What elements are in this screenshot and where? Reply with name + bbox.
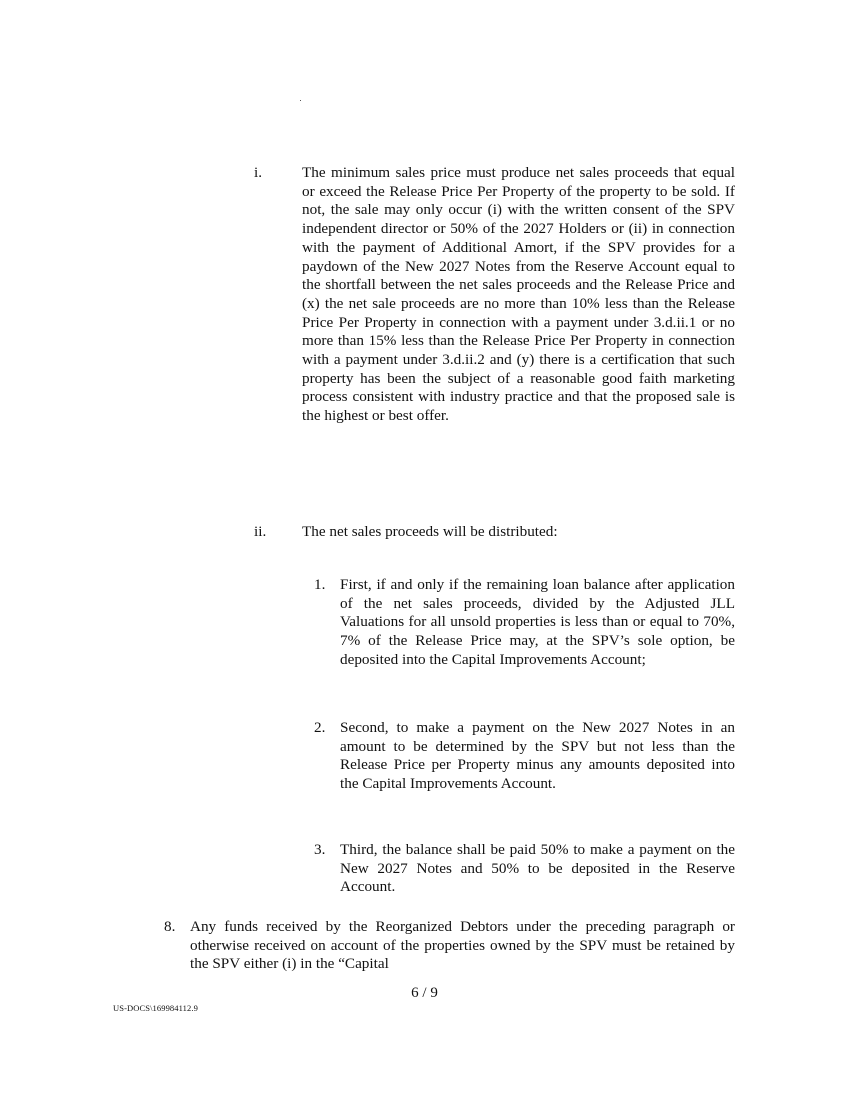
list-marker: 3.	[314, 841, 326, 858]
list-item-2	[314, 719, 735, 794]
list-marker: i.	[254, 164, 263, 181]
list-marker: 8.	[164, 918, 176, 935]
paragraph-text: Second, to make a payment on the New 2027 Notes in an amount to be determined by the SPV but not less than the Release Price per Property minus any amounts deposited into the Capital Improvements Account.	[340, 719, 735, 793]
paragraph-text: The minimum sales price must produce net sales proceeds that equal or exceed the Release Price Per Property of the property to be sold. If not, the sale may only occur (i) with the written consent of the SPV independent director or 50% of the 2027 Holders or (ii) in connection with the payment of Additional Amort, if the SPV provides for a paydown of the New 2027 Notes from the Reserve Account equal to the shortfall between the net sales proceeds and the Release Price and (x) the net sale proceeds are no more than 10% less than the Release Price Per Property in connection with a payment under 3.d.ii.1 or no more than 15% less than the Release Price Per Property in connection with a payment under 3.d.ii.2 and (y) there is a certification that such property has been the subject of a reasonable good faith marketing process consistent with industry practice and that the proposed sale is the highest or best offer.	[302, 164, 735, 425]
list-item-roman-i	[254, 164, 735, 426]
paragraph-text: Any funds received by the Reorganized Debtors under the preceding paragraph or otherwise received on account of the properties owned by the SPV must be retained by the SPV either (i) in the “Capital	[190, 918, 735, 973]
list-marker: ii.	[254, 523, 267, 540]
list-marker: 1.	[314, 576, 326, 593]
paragraph-text: The net sales proceeds will be distributed:	[302, 523, 558, 540]
list-marker: 2.	[314, 719, 326, 736]
stray-dot	[300, 100, 301, 101]
document-id: US-DOCS\169984112.9	[113, 1003, 198, 1013]
page-number: 6 / 9	[411, 985, 438, 1001]
list-item-8	[164, 918, 735, 974]
list-item-roman-ii	[254, 523, 735, 542]
paragraph-text: First, if and only if the remaining loan balance after application of the net sales proceeds, divided by the Adjusted JLL Valuations for all unsold properties is less than or equal to 70%, 7% of the Release Price may, at the SPV’s sole option, be deposited into the Capital Improvements Account;	[340, 576, 735, 668]
list-item-3	[314, 841, 735, 897]
list-item-1	[314, 576, 735, 670]
paragraph-text: Third, the balance shall be paid 50% to make a payment on the New 2027 Notes and 50% to be deposited in the Reserve Account.	[340, 841, 735, 896]
